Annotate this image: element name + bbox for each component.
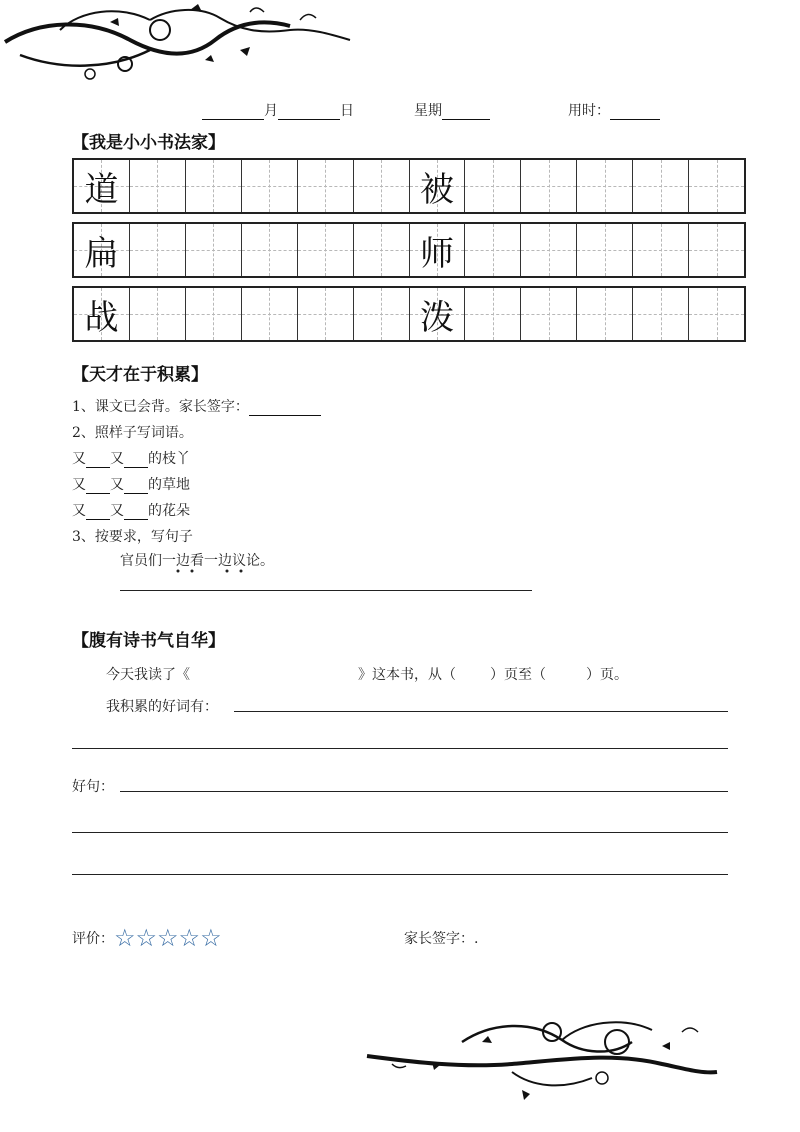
model-char: 泼 — [419, 297, 454, 338]
rating-line — [72, 924, 222, 952]
recite-text: 1、课文已会背。家长签字： — [72, 399, 249, 415]
sentence-answer-line[interactable] — [120, 590, 532, 591]
time-blank[interactable] — [610, 105, 660, 120]
phrase-blank[interactable] — [86, 479, 110, 494]
grid-cell[interactable] — [577, 224, 633, 276]
phrase-line-2 — [72, 474, 190, 494]
phrase-instruction: 2、照样子写词语。 — [72, 425, 193, 441]
time-line — [568, 100, 660, 120]
example-sentence: 官员们一边看一边议论。 — [120, 553, 274, 569]
phrase-blank[interactable] — [86, 453, 110, 468]
accumulate-title: 【天才在于积累】 — [72, 365, 208, 385]
grid-cell[interactable] — [74, 160, 130, 212]
reading-title: 【腹有诗书气自华】 — [72, 631, 225, 651]
phrase-char: 又 — [72, 477, 86, 493]
month-label: 月 — [264, 103, 278, 119]
month-blank[interactable] — [202, 105, 264, 120]
model-char: 道 — [84, 169, 119, 210]
grid-cell[interactable] — [186, 160, 242, 212]
reading-end: ）页。 — [586, 667, 628, 683]
reading-prefix: 今天我读了《 — [106, 667, 190, 683]
grid-cell[interactable] — [242, 160, 298, 212]
phrase-char: 又 — [110, 477, 124, 493]
reading-record-line — [106, 664, 628, 684]
grid-cell[interactable] — [298, 160, 354, 212]
model-char: 师 — [419, 233, 454, 274]
grid-row-3 — [72, 286, 746, 342]
phrase-char: 又 — [72, 503, 86, 519]
reading-mid2: ）页至（ — [490, 667, 546, 683]
model-char: 被 — [419, 169, 454, 210]
phrase-blank[interactable] — [124, 505, 148, 520]
calligraphy-title: 【我是小小书法家】 — [72, 133, 225, 153]
phrase-line-3 — [72, 500, 190, 520]
grid-cell[interactable] — [410, 160, 466, 212]
good-sentences-line-2[interactable] — [72, 832, 728, 833]
grid-cell[interactable] — [633, 160, 689, 212]
grid-cell[interactable] — [521, 224, 577, 276]
grid-cell[interactable] — [74, 224, 130, 276]
grid-cell[interactable] — [298, 288, 354, 340]
date-line — [202, 100, 354, 120]
good-words-label: 我积累的好词有： — [106, 699, 218, 715]
recite-line — [72, 396, 321, 416]
time-label: 用时： — [568, 103, 610, 119]
phrase-ending: 的枝丫 — [148, 451, 190, 467]
grid-cell[interactable] — [465, 288, 521, 340]
weekday-line — [414, 100, 490, 120]
good-words-line-1[interactable] — [234, 711, 728, 712]
grid-cell[interactable] — [354, 288, 410, 340]
phrase-char: 又 — [110, 451, 124, 467]
grid-cell[interactable] — [130, 160, 186, 212]
good-sentences-line-1[interactable] — [120, 791, 728, 792]
bottom-floral-ornament — [362, 1012, 722, 1102]
phrase-char: 又 — [110, 503, 124, 519]
rating-label: 评价： — [72, 931, 114, 947]
model-char: 扁 — [84, 233, 119, 274]
phrase-ending: 的花朵 — [148, 503, 190, 519]
grid-cell[interactable] — [689, 160, 744, 212]
grid-cell[interactable] — [186, 224, 242, 276]
grid-cell[interactable] — [577, 160, 633, 212]
grid-cell[interactable] — [689, 224, 744, 276]
grid-cell[interactable] — [465, 224, 521, 276]
grid-cell[interactable] — [354, 224, 410, 276]
grid-cell[interactable] — [521, 288, 577, 340]
grid-cell[interactable] — [521, 160, 577, 212]
grid-cell[interactable] — [130, 224, 186, 276]
phrase-blank[interactable] — [86, 505, 110, 520]
grid-row-2 — [72, 222, 746, 278]
grid-row-1 — [72, 158, 746, 214]
grid-cell[interactable] — [242, 224, 298, 276]
rating-stars[interactable]: ☆☆☆☆☆ — [114, 924, 222, 952]
top-floral-ornament — [0, 0, 360, 90]
grid-cell[interactable] — [186, 288, 242, 340]
grid-cell[interactable] — [130, 288, 186, 340]
phrase-ending: 的草地 — [148, 477, 190, 493]
grid-cell[interactable] — [633, 224, 689, 276]
phrase-char: 又 — [72, 451, 86, 467]
emphasis-dots — [170, 566, 250, 576]
grid-cell[interactable] — [465, 160, 521, 212]
grid-cell[interactable] — [298, 224, 354, 276]
parent-signature-label: 家长签字：. — [404, 931, 479, 947]
reading-mid: 》这本书，从（ — [358, 667, 456, 683]
grid-cell[interactable] — [633, 288, 689, 340]
grid-cell[interactable] — [577, 288, 633, 340]
model-char: 战 — [84, 297, 119, 338]
good-sentences-line-3[interactable] — [72, 874, 728, 875]
parent-sign-blank[interactable] — [249, 401, 321, 416]
phrase-blank[interactable] — [124, 479, 148, 494]
day-blank[interactable] — [278, 105, 340, 120]
sentence-instruction: 3、按要求，写句子 — [72, 529, 193, 545]
grid-cell[interactable] — [242, 288, 298, 340]
grid-cell[interactable] — [410, 288, 466, 340]
grid-cell[interactable] — [410, 224, 466, 276]
weekday-blank[interactable] — [442, 105, 490, 120]
good-words-line-2[interactable] — [72, 748, 728, 749]
phrase-line-1 — [72, 448, 190, 468]
phrase-blank[interactable] — [124, 453, 148, 468]
good-sentences-label: 好句： — [72, 779, 114, 795]
weekday-label: 星期 — [414, 103, 442, 119]
grid-cell[interactable] — [74, 288, 130, 340]
day-label: 日 — [340, 103, 354, 119]
grid-cell[interactable] — [689, 288, 744, 340]
grid-cell[interactable] — [354, 160, 410, 212]
